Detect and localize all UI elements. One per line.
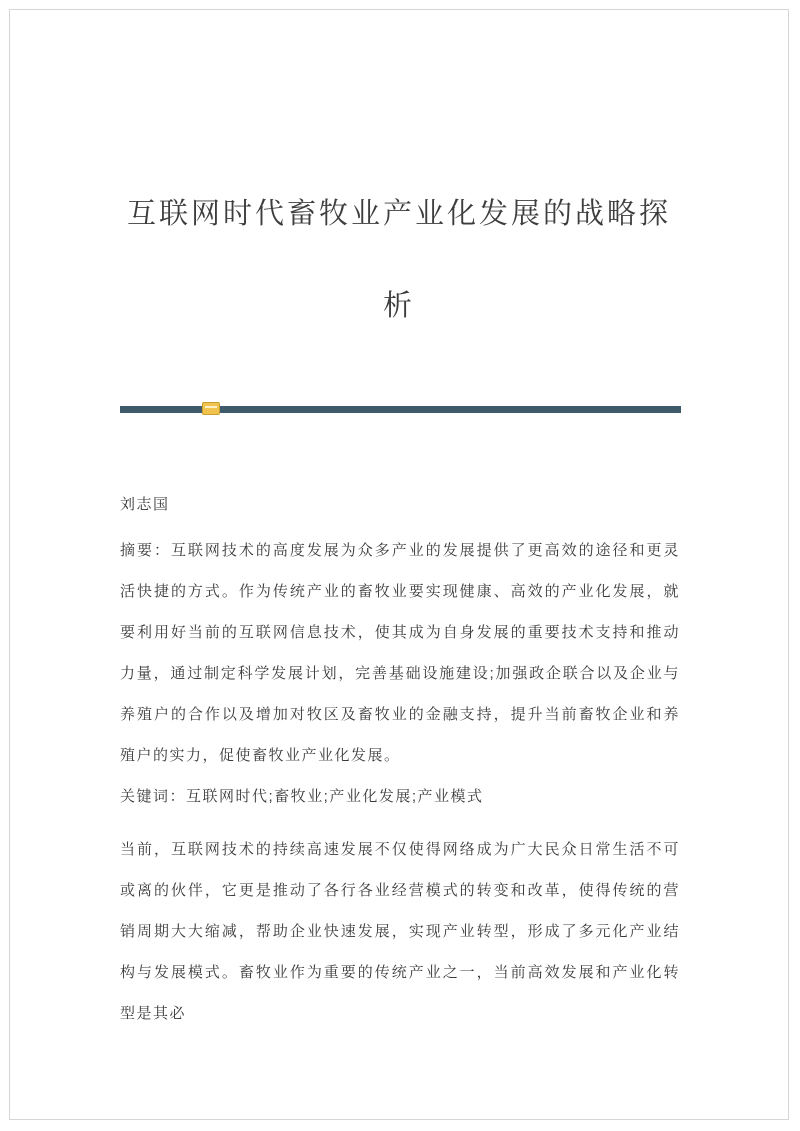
- note-icon: [202, 402, 220, 415]
- title-divider: [120, 406, 681, 413]
- document-body: [10, 413, 788, 1034]
- document-page: [9, 9, 789, 1120]
- body-paragraph: 当前，互联网技术的持续高速发展不仅使得网络成为广大民众日常生活不可或离的伙伴，它更是推动了各行各业经营模式的转变和改革，使得传统的营销周期大大缩减，帮助企业快速发展，实现产业转型，形成了多元化产业结构与发展模式。畜牧业作为重要的传统产业之一，当前高效发展和产业化转型是其必: [120, 841, 680, 1022]
- author-name: 刘志国: [120, 496, 170, 513]
- keywords-line: 关键词：互联网时代;畜牧业;产业化发展;产业模式: [120, 788, 484, 805]
- abstract-paragraph: 摘要：互联网技术的高度发展为众多产业的发展提供了更高效的途径和更灵活快捷的方式。作为传统产业的畜牧业要实现健康、高效的产业化发展，就要利用好当前的互联网信息技术，使其成为自身发展的重要技术支持和推动力量，通过制定科学发展计划，完善基础设施建设;加强政企联合以及企业与养殖户的合作以及增加对牧区及畜牧业的金融支持，提升当前畜牧企业和养殖户的实力，促使畜牧业产业化发展。: [120, 542, 680, 764]
- document-title: 互联网时代畜牧业产业化发展的战略探析: [126, 198, 671, 322]
